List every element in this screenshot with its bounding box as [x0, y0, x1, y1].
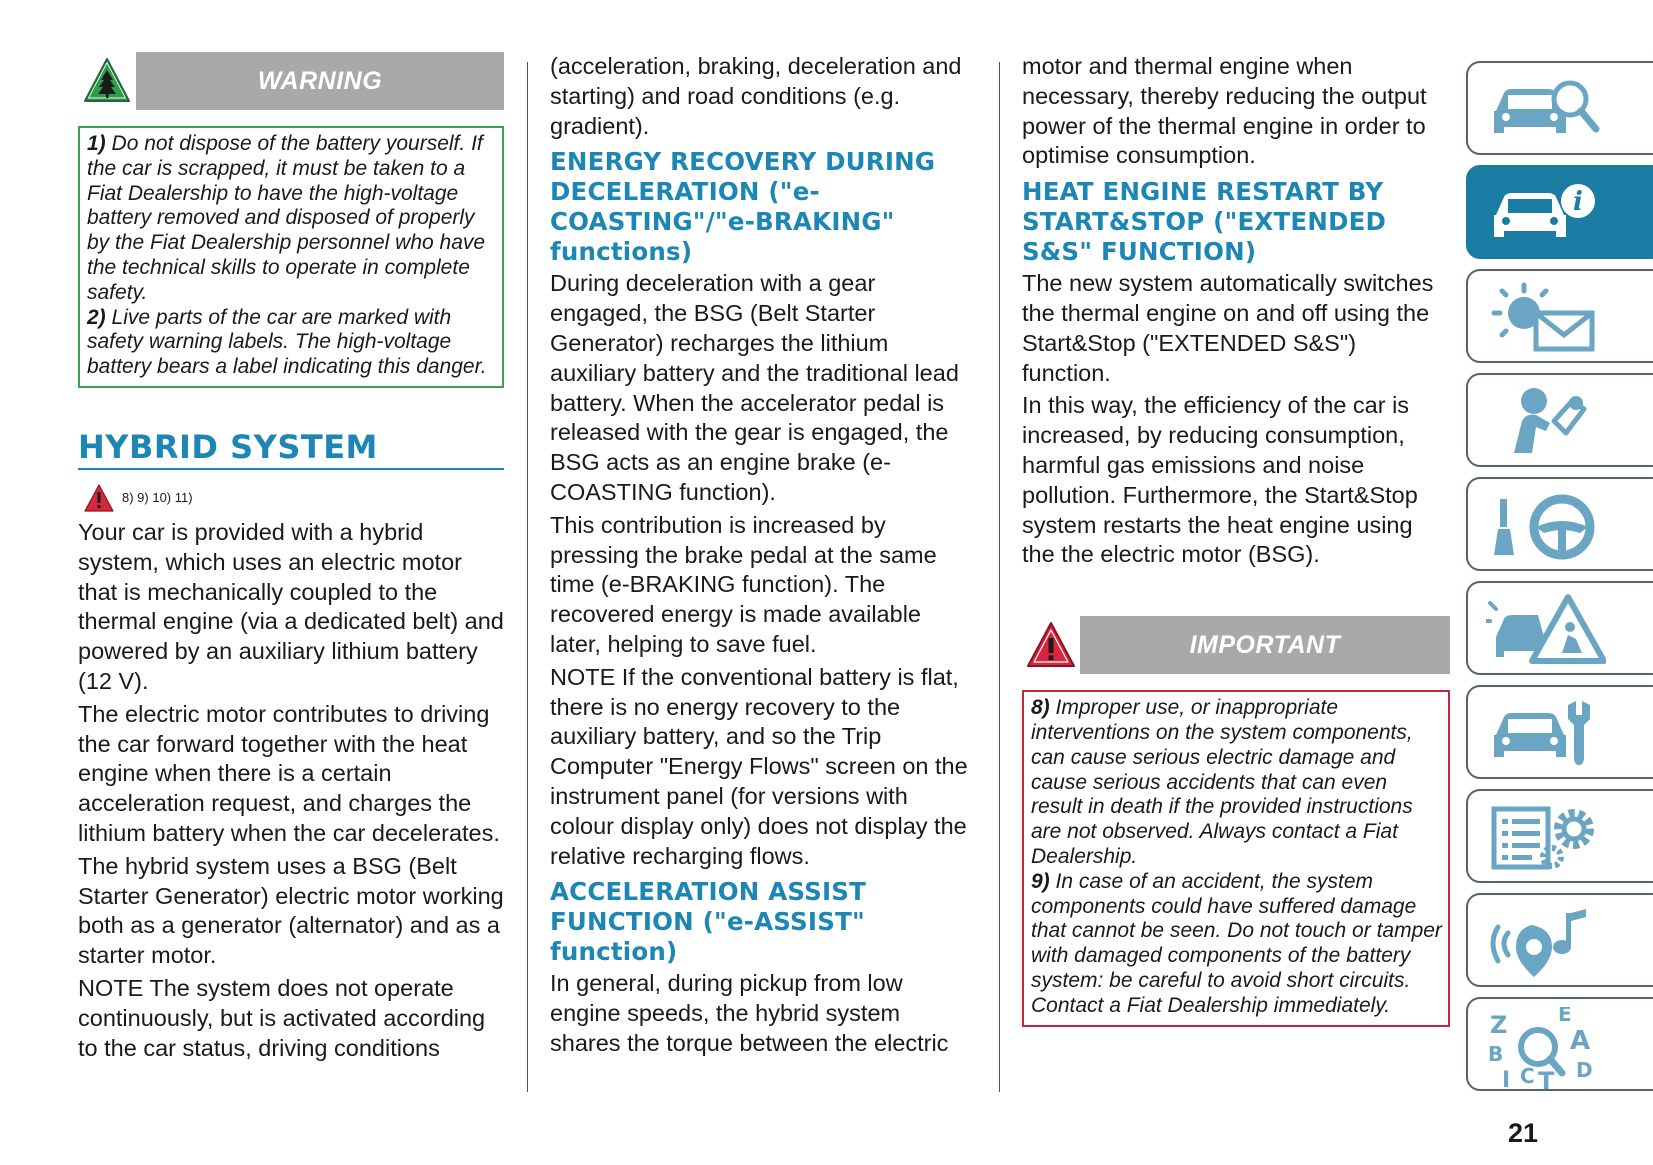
warning-title: WARNING — [257, 66, 383, 95]
tab-multimedia[interactable] — [1466, 893, 1653, 987]
column-3 — [1022, 52, 1450, 1027]
energy-paragraph: This contribution is increased by pressing the brake pedal at the same time (e-BRAKING function). The recovered energy is made available later, helping to save fuel. — [550, 511, 937, 657]
tab-emergency[interactable] — [1466, 581, 1653, 675]
tab-technical-data[interactable] — [1466, 789, 1653, 883]
svg-text:Z: Z — [1490, 1011, 1508, 1039]
tab-safety[interactable] — [1466, 373, 1653, 467]
tab-lights-messages[interactable] — [1466, 269, 1653, 363]
svg-text:A: A — [1570, 1026, 1591, 1056]
engine-restart-heading: HEAT ENGINE RESTART BY START&STOP ("EXTENDED S&S" FUNCTION) — [1022, 177, 1387, 267]
important-note-9: 9) In case of an accident, the system components could have suffered damage that cannot be seen. Do not touch or tamper with damaged components of the battery system: be careful to avoid short circuits. Contact a Fiat Dealership immediately. — [1031, 869, 1442, 1017]
important-title: IMPORTANT — [1189, 630, 1341, 659]
acceleration-assist-heading: ACCELERATION ASSIST FUNCTION ("e-ASSIST" function) — [550, 877, 867, 967]
reference-numbers: 8) 9) 10) 11) — [122, 490, 193, 506]
tab-index[interactable] — [1466, 997, 1653, 1091]
column-2 — [550, 52, 975, 1062]
page-number: 21 — [1508, 1118, 1539, 1148]
warning-header — [78, 52, 504, 110]
specs-gear-icon — [1486, 799, 1606, 877]
warning-note-2: 2) Live parts of the car are marked with safety warning labels. The high-voltage battery bears a label indicating this danger. — [87, 305, 487, 379]
svg-text:C: C — [1520, 1064, 1535, 1088]
important-note-8: 8) Improper use, or inappropriate interventions on the system components, can cause serious electric damage and cause serious accidents that can even result in death if the provided instructions are not observed. Always contact a Fiat Dealership. — [1031, 696, 1413, 868]
tab-car-info[interactable] — [1466, 165, 1653, 259]
assist-paragraph: In general, during pickup from low engine speeds, the hybrid system shares the torque between the electric — [550, 970, 949, 1056]
tab-starting-driving[interactable] — [1466, 477, 1653, 571]
important-header — [1022, 616, 1450, 674]
car-wrench-icon — [1486, 695, 1606, 773]
svg-text:T: T — [1538, 1067, 1555, 1089]
restart-paragraph: In this way, the efficiency of the car is increased, by reducing consumption, harmful gas emissions and noise pollution. Furthermore, the Start&Stop system restarts the heat engine using the the electric motor (BSG). — [1022, 392, 1418, 568]
warning-note-1: 1) Do not dispose of the battery yourself. If the car is scrapped, it must be taken to a Fiat Dealership to have the high-voltage battery removed and disposed of properly by the Fiat Dealership personnel who have the technical skills to operate in complete safety. — [87, 132, 486, 304]
alphabetical-index-icon — [1486, 1007, 1606, 1089]
car-info-icon — [1486, 175, 1606, 253]
steering-wheel-icon — [1486, 487, 1606, 565]
energy-paragraph: During deceleration with a gear engaged, the BSG (Belt Starter Generator) recharges the lithium auxiliary battery and the traditional lead battery. When the accelerator pedal is released with the gear is engaged, the BSG acts as an engine brake (e-COASTING function). — [550, 270, 959, 505]
tab-servicing[interactable] — [1466, 685, 1653, 779]
energy-paragraph: NOTE If the conventional battery is flat, there is no energy recovery to the auxiliary battery, and so the Trip Computer "Energy Flows" screen on the instrument panel (for versions with colour display only) does not display the relative recharging flows. — [550, 663, 968, 869]
column-divider — [527, 62, 528, 1092]
hybrid-paragraph: The hybrid system uses a BSG (Belt Starter Generator) electric motor working both as a generator (alternator) and as a starter motor. — [78, 852, 504, 969]
svg-text:i: i — [1573, 187, 1583, 217]
danger-triangle-icon — [84, 484, 114, 512]
car-warning-icon — [1486, 591, 1606, 669]
hybrid-paragraph: The electric motor contributes to driving the car forward together with the heat engine when there is a certain acceleration request, and charges the lithium battery when the car decelerates. — [78, 700, 500, 846]
danger-triangle-icon — [1022, 616, 1080, 674]
energy-recovery-heading: ENERGY RECOVERY DURING DECELERATION ("e-COASTING"/"e-BRAKING" functions) — [550, 147, 936, 267]
svg-text:B: B — [1488, 1042, 1504, 1066]
environment-warning-icon — [78, 52, 136, 110]
sun-envelope-icon — [1486, 279, 1606, 357]
tab-knowing-your-car[interactable] — [1466, 61, 1653, 155]
multimedia-icon — [1486, 903, 1606, 981]
svg-text:I: I — [1502, 1068, 1511, 1089]
hybrid-system-heading: HYBRID SYSTEM — [78, 428, 504, 470]
hybrid-paragraph: Your car is provided with a hybrid system, which uses an electric motor that is mechanically coupled to the thermal engine (via a dedicated belt) and powered by an auxiliary lithium battery (12 V). — [78, 518, 504, 694]
continued-paragraph: motor and thermal engine when necessary, thereby reducing the output power of the thermal engine in order to optimise consumption. — [1022, 53, 1427, 169]
hybrid-paragraph: NOTE The system does not operate continuously, but is activated according to the car status, driving conditions — [78, 974, 486, 1061]
warning-box — [78, 126, 504, 388]
svg-text:E: E — [1558, 1007, 1572, 1026]
seat-airbag-icon — [1486, 383, 1606, 461]
restart-paragraph: The new system automatically switches the thermal engine on and off using the Start&Stop ("EXTENDED S&S") function. — [1022, 270, 1434, 386]
important-box — [1022, 690, 1450, 1026]
warning-references — [84, 484, 504, 512]
car-search-icon — [1486, 71, 1606, 149]
column-1 — [78, 52, 504, 1066]
svg-text:D: D — [1576, 1058, 1593, 1082]
column-divider — [999, 62, 1000, 1092]
continued-paragraph: (acceleration, braking, deceleration and starting) and road conditions (e.g. gradient). — [550, 53, 962, 139]
